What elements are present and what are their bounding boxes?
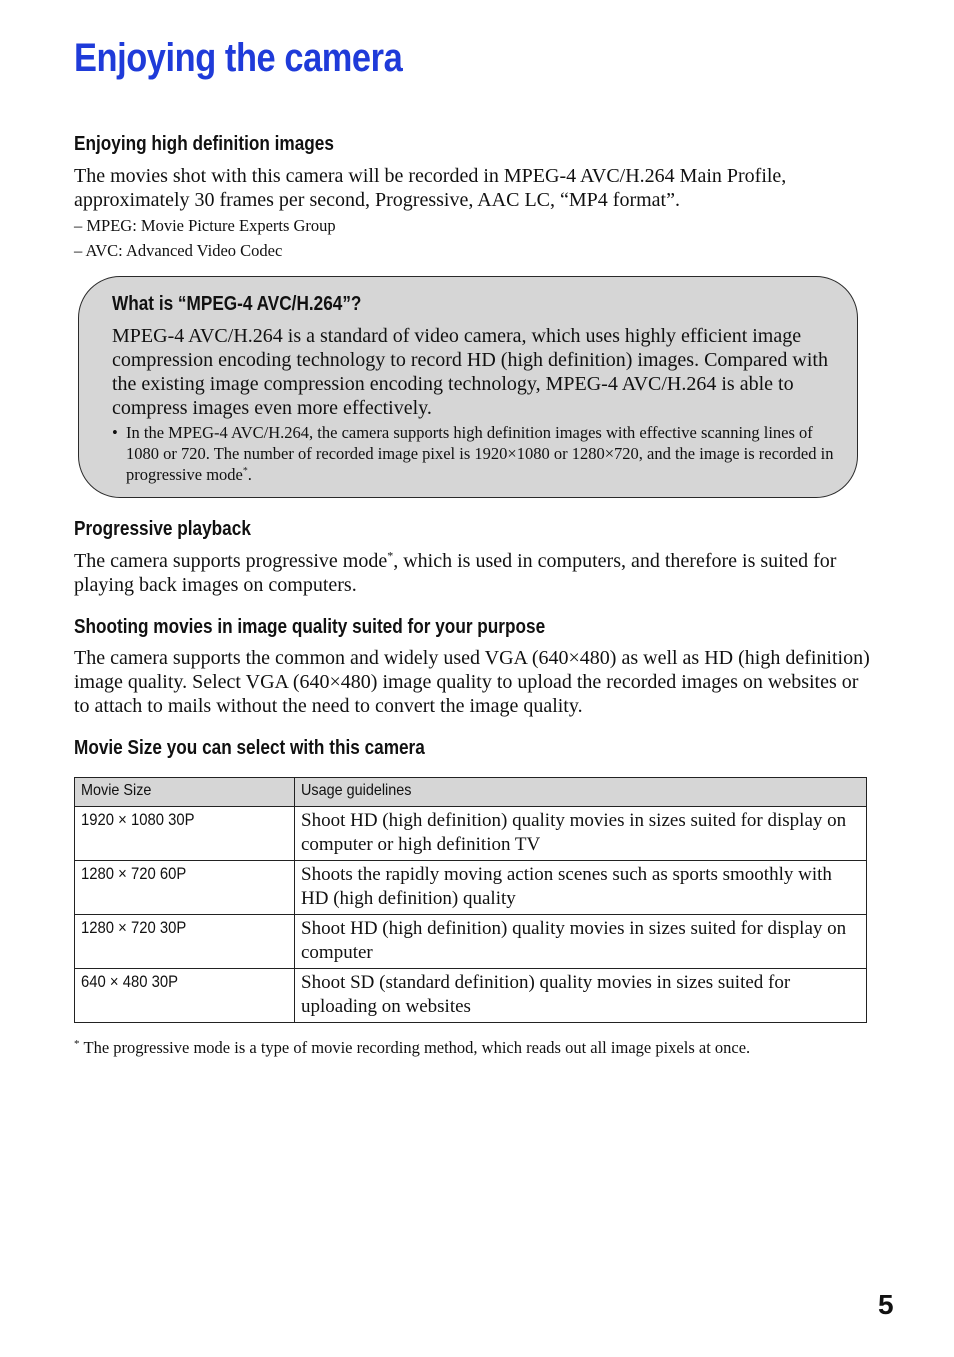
column-header-usage xyxy=(295,778,867,807)
table-row xyxy=(75,915,867,969)
movie-size-value: 1920 × 1080 30P xyxy=(81,811,195,829)
usage-cell: Shoots the rapidly moving action scenes such as sports smoothly with HD (high definition) quality xyxy=(295,861,867,915)
progressive-footnote-mark: * xyxy=(242,465,248,477)
column-header-movie-size-label: Movie Size xyxy=(81,782,152,799)
movie-size-value: 1280 × 720 60P xyxy=(81,865,187,883)
note-avc: – AVC: Advanced Video Codec xyxy=(74,241,283,260)
column-header-movie-size xyxy=(75,778,295,807)
table-row xyxy=(75,807,867,861)
table-row xyxy=(75,969,867,1023)
footnote xyxy=(74,1036,750,1060)
movie-size-cell xyxy=(75,969,295,1023)
movie-size-cell xyxy=(75,861,295,915)
page-title: Enjoying the camera xyxy=(74,36,403,80)
movie-size-cell xyxy=(75,915,295,969)
image-quality-body: The camera supports the common and widely used VGA (640×480) as well as HD (high definition) image quality. Select VGA (640×480) image quality to upload the recorded images on websites or to attach to mails without the need to convert the image quality. xyxy=(74,647,870,717)
footnote-mark: * xyxy=(74,1038,80,1050)
usage-cell: Shoot HD (high definition) quality movies in sizes suited for display on computer xyxy=(295,915,867,969)
info-box-bullet-text-wrap xyxy=(126,422,842,485)
bullet-dot: • xyxy=(112,423,118,442)
movie-size-cell xyxy=(75,807,295,861)
column-header-usage-label: Usage guidelines xyxy=(301,782,412,799)
footnote-text: The progressive mode is a type of movie recording method, which reads out all image pixels at once. xyxy=(83,1038,751,1057)
hd-images-body: The movies shot with this camera will be recorded in MPEG-4 AVC/H.264 Main Profile, approximately 30 frames per second, Progressive, AAC LC, “MP4 format”. xyxy=(74,165,787,211)
note-mpeg: – MPEG: Movie Picture Experts Group xyxy=(74,216,336,235)
progressive-body-start: The camera supports progressive mode xyxy=(74,550,388,572)
progressive-body-mark: * xyxy=(387,548,394,563)
info-box-heading: What is “MPEG-4 AVC/H.264”? xyxy=(112,293,362,315)
movie-size-table xyxy=(74,777,867,1023)
section-heading-image-quality: Shooting movies in image quality suited for your purpose xyxy=(74,616,546,638)
section-heading-progressive: Progressive playback xyxy=(74,518,251,540)
progressive-body-end: , which is used in computers, and therefore is suited for playing back images on computers. xyxy=(74,550,837,596)
section-heading-movie-size: Movie Size you can select with this camera xyxy=(74,737,425,759)
info-box-bullet-text: In the MPEG-4 AVC/H.264, the camera supports high definition images with effective scanning lines of 1080 or 720. The number of recorded image pixel is 1920×1080 or 1280×720, and the image is recorded in progressive mode xyxy=(126,423,834,484)
table-header-row xyxy=(75,778,867,807)
info-box-bullet xyxy=(112,422,842,485)
section-heading-hd-images: Enjoying high definition images xyxy=(74,133,334,155)
usage-cell: Shoot HD (high definition) quality movies in sizes suited for display on computer or high definition TV xyxy=(295,807,867,861)
usage-cell: Shoot SD (standard definition) quality movies in sizes suited for uploading on websites xyxy=(295,969,867,1023)
info-box-mpeg4 xyxy=(78,276,858,498)
movie-size-value: 640 × 480 30P xyxy=(81,973,179,991)
progressive-body xyxy=(74,549,874,597)
movie-size-value: 1280 × 720 30P xyxy=(81,919,187,937)
page-number: 5 xyxy=(878,1289,894,1320)
table-row xyxy=(75,861,867,915)
info-box-bullet-end: . xyxy=(247,465,252,484)
info-box-body: MPEG-4 AVC/H.264 is a standard of video camera, which uses highly efficient image compression encoding technology to record HD (high definition) images. Compared with the existing image compression encoding technology, MPEG-4 AVC/H.264 is able to compress images even more effectively. xyxy=(112,325,828,419)
